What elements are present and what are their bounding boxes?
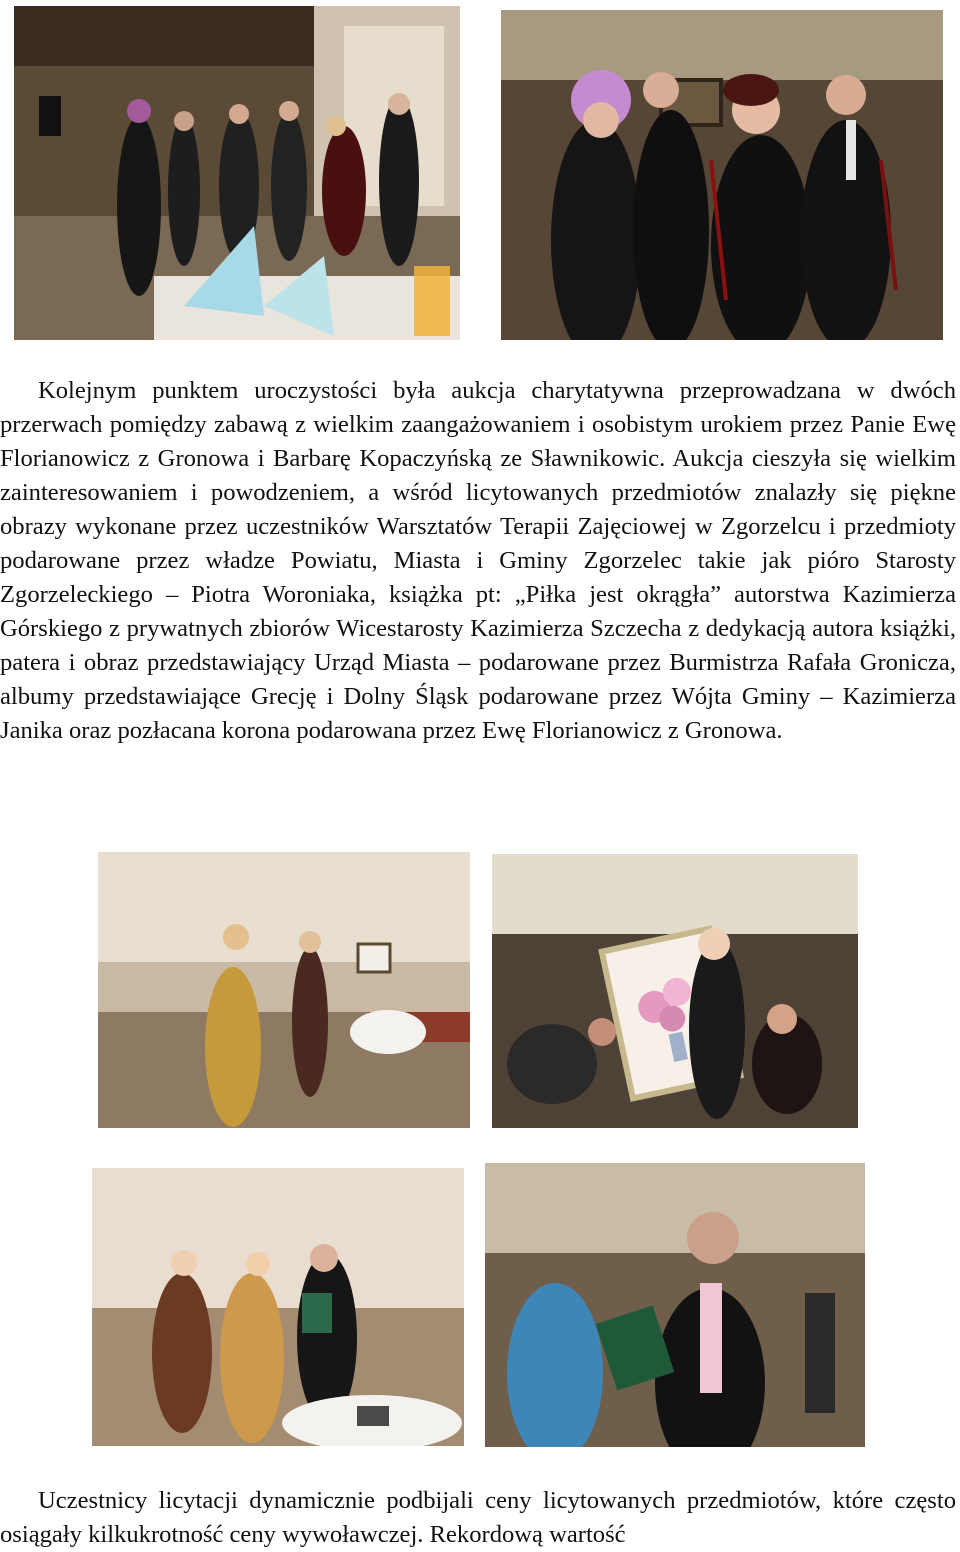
man-holding-book-photo <box>485 1163 865 1447</box>
flower-painting-presented-photo <box>492 854 858 1128</box>
book-handover-photo <box>92 1168 464 1446</box>
paragraph-text: Uczestnicy licytacji dynamicznie podbijali ceny licytowanych przedmiotów, które często osiągały kilkukrotność ceny wywoławczej. Rekordową wartość <box>0 1487 956 1548</box>
banquet-hall-dancers-photo <box>14 6 460 340</box>
paragraph-bidding-description <box>0 1484 956 1552</box>
women-with-microphone-photo <box>501 10 943 340</box>
paragraph-auction-description <box>0 374 956 748</box>
auction-hosts-gold-dress-photo <box>98 852 470 1128</box>
paragraph-text: Kolejnym punktem uroczystości była aukcja charytatywna przeprowadzana w dwóch przerwach pomiędzy zabawą z wielkim zaangażowaniem i osobistym urokiem przez Panie Ewę Florianowicz z Gronowa i Barbarę Kopaczyńską ze Sławnikowic. Aukcja cieszyła się wielkim zainteresowaniem i powodzeniem, a wśród licytowanych przedmiotów znalazły się piękne obrazy wykonane przez uczestników Warsztatów Terapii Zajęciowej w Zgorzelcu i przedmioty podarowane przez władze Powiatu, Miasta i Gminy Zgorzelec takie jak pióro Starosty Zgorzeleckiego – Piotra Woroniaka, książka pt: „Piłka jest okrągła” autorstwa Kazimierza Górskiego z prywatnych zbiorów Wicestarosty Kazimierza Szczecha z dedykacją autora książki, patera i obraz przedstawiający Urząd Miasta – podarowane przez Burmistrza Rafała Gronicza, albumy przedstawiające Grecję i Dolny Śląsk podarowane przez Wójta Gminy – Kazimierza Janika oraz pozłacana korona podarowana przez Ewę Florianowicz z Gronowa. <box>0 377 956 744</box>
